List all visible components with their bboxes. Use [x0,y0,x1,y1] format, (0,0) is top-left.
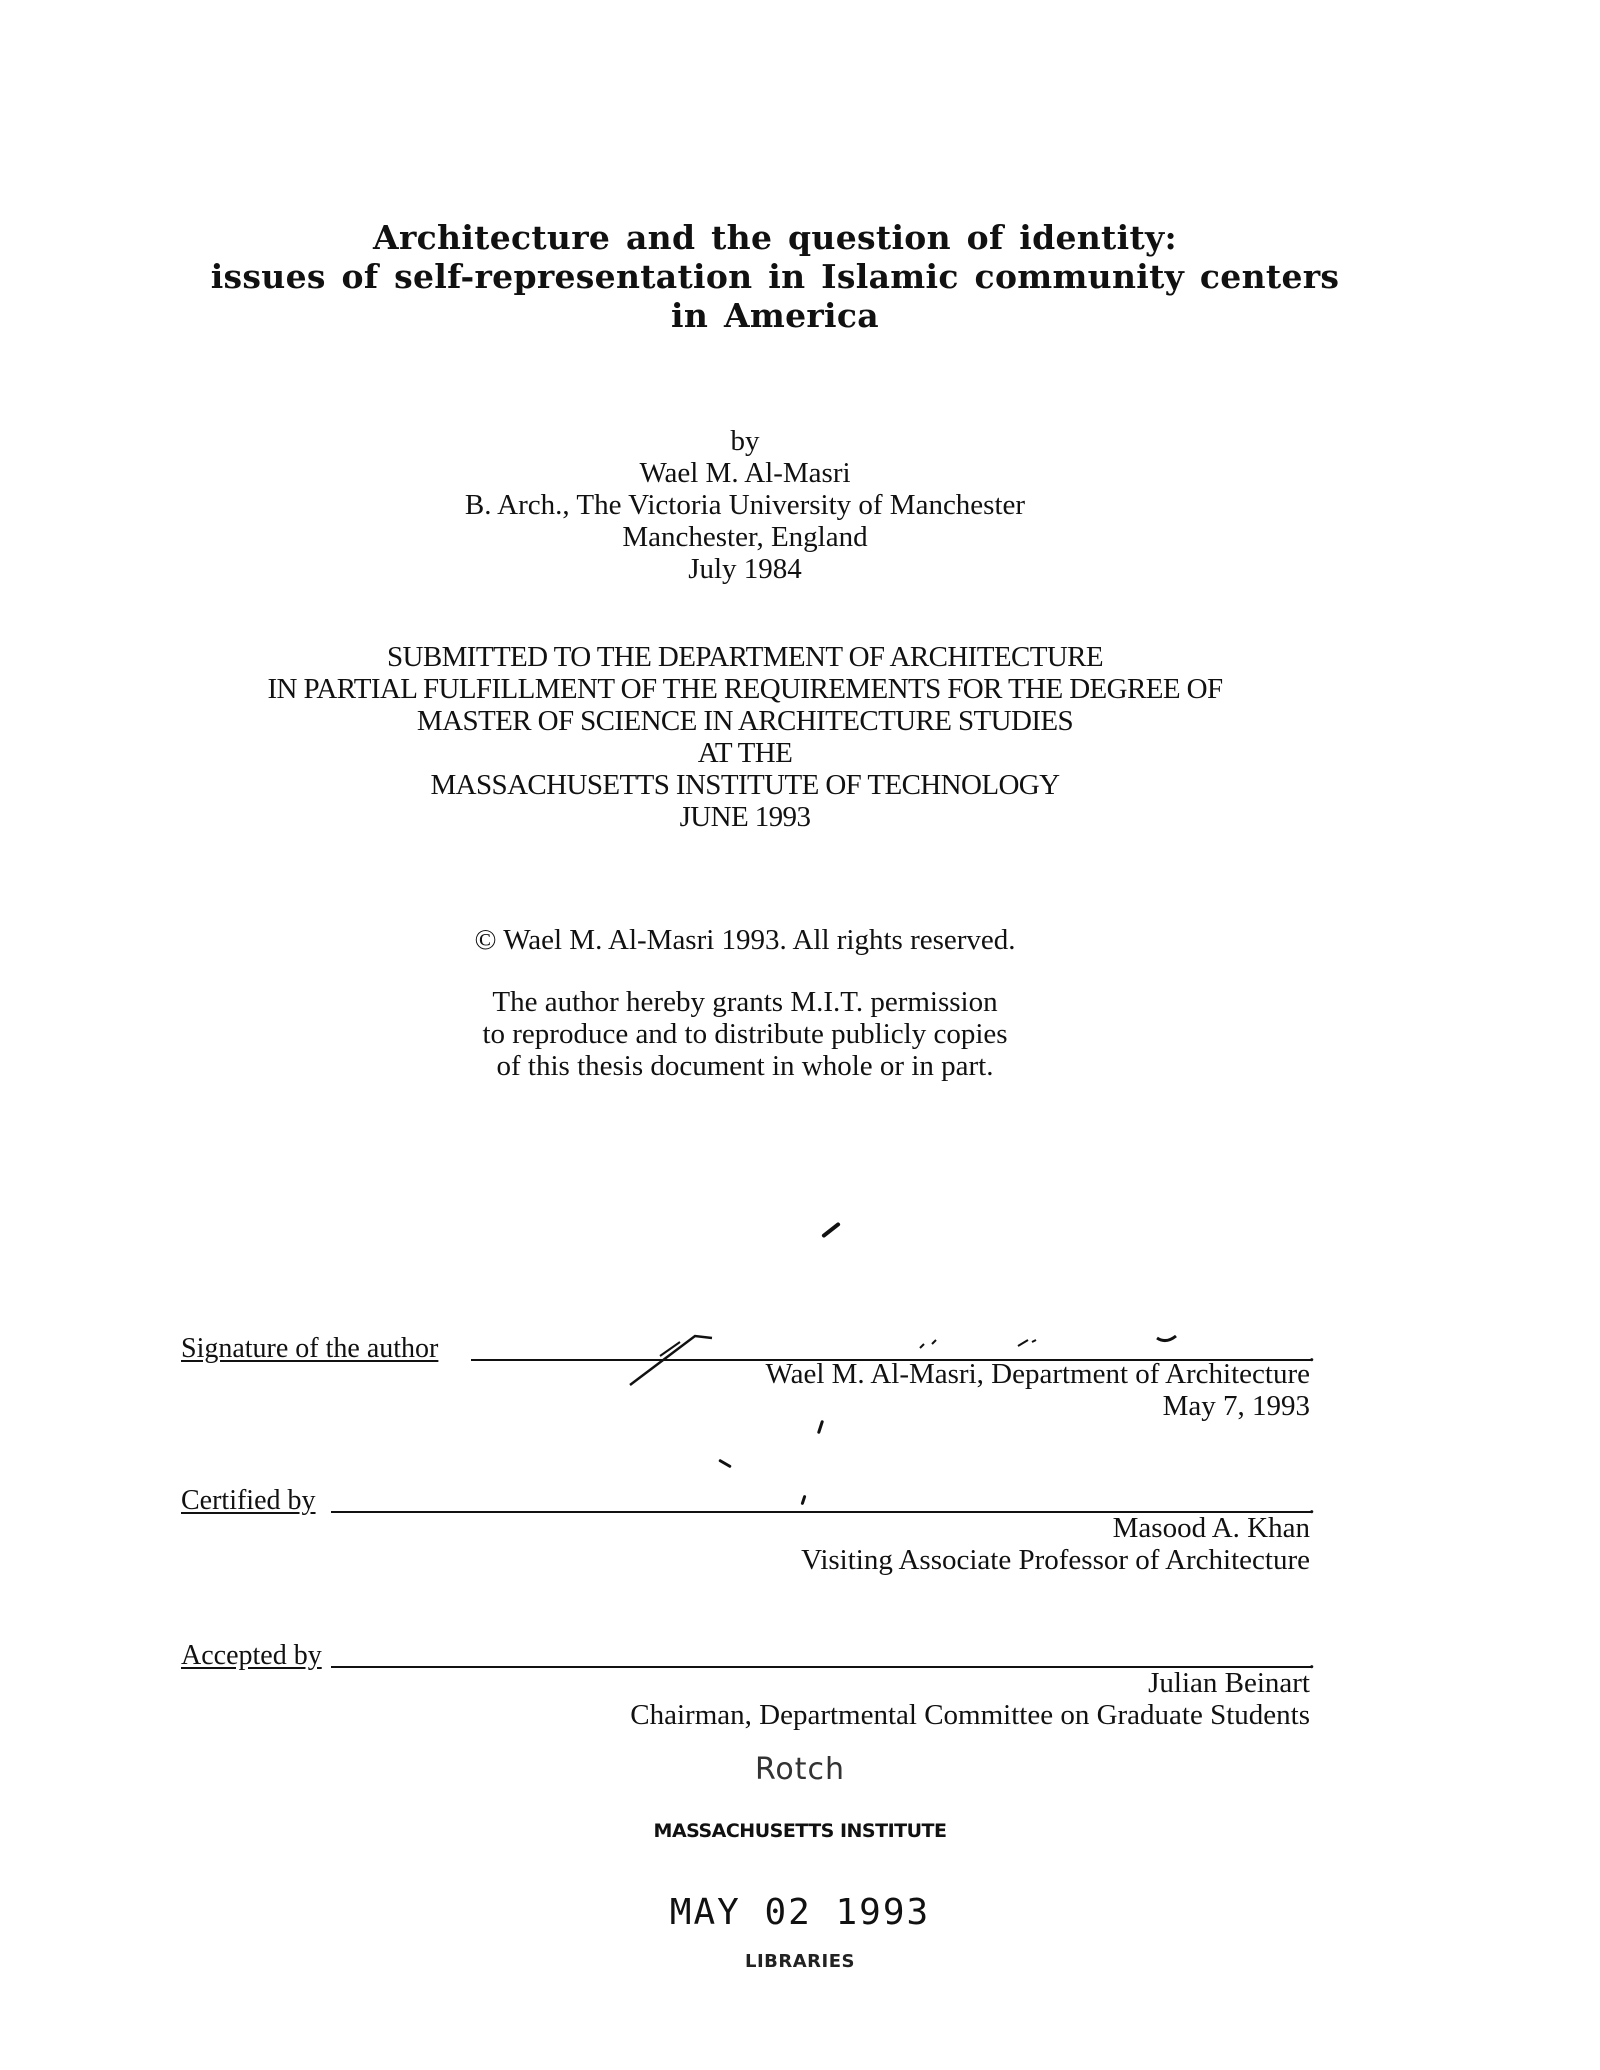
title-line-2: issues of self-representation in Islamic community centers [210,257,1340,296]
certified-signature-label: Certified by [181,1485,316,1516]
author-signature-info [766,1358,1310,1422]
submission-line-6: JUNE 1993 [679,801,811,833]
byline-degree: B. Arch., The Victoria University of Manchester [464,489,1026,521]
author-signature-dot: . [1308,1338,1315,1367]
author-signature-date: May 7, 1993 [1162,1390,1310,1422]
submission-line-1: SUBMITTED TO THE DEPARTMENT OF ARCHITECTURE [386,641,1104,673]
certified-signature-name: Masood A. Khan [1112,1512,1310,1544]
accepted-signature-row [181,1632,1315,1674]
accepted-signature-title: Chairman, Departmental Committee on Graduate Students [630,1699,1310,1731]
accepted-signature-info [630,1667,1310,1731]
submission-line-4: AT THE [697,737,793,769]
title-line-1: Architecture and the question of identity: [373,218,1177,257]
submission-line-2: IN PARTIAL FULFILLMENT OF THE REQUIREMENTS FOR THE DEGREE OF [267,673,1223,705]
author-signature-name: Wael M. Al-Masri, Department of Architecture [765,1358,1310,1390]
certified-signature-info [801,1512,1310,1576]
byline-author: Wael M. Al-Masri [639,457,851,489]
byline [200,425,1290,585]
title-line-3: in America [671,296,879,335]
thesis-title [200,218,1350,335]
accepted-signature-name: Julian Beinart [1148,1667,1310,1699]
pen-mark [821,1222,841,1239]
stamp-institute: MASSACHUSETTS INSTITUTE [653,1820,947,1842]
accepted-signature-dot: . [1308,1645,1315,1674]
permission-line-3: of this thesis document in whole or in part. [496,1050,994,1082]
copyright-notice: © Wael M. Al-Masri 1993. All rights reserved. [474,924,1016,956]
submission-line-3: MASTER OF SCIENCE IN ARCHITECTURE STUDIES [416,705,1074,737]
byline-location: Manchester, England [622,521,868,553]
stamp-date: MAY 02 1993 [669,1892,931,1933]
permission-line-1: The author hereby grants M.I.T. permission [492,986,998,1018]
pen-mark [718,1459,732,1469]
stamp-libraries: LIBRARIES [745,1951,855,1972]
permission-line-2: to reproduce and to distribute publicly copies [482,1018,1008,1050]
certified-signature-row [181,1477,1315,1519]
author-signature-label: Signature of the author [181,1333,439,1364]
certified-signature-dot: . [1308,1490,1315,1519]
byline-by: by [730,425,760,457]
accepted-signature-label: Accepted by [181,1640,322,1671]
submission-statement [200,641,1290,833]
pen-mark [817,1420,824,1434]
byline-date: July 1984 [688,553,802,585]
certified-signature-title: Visiting Associate Professor of Architecture [801,1544,1310,1576]
submission-line-5: MASSACHUSETTS INSTITUTE OF TECHNOLOGY [430,769,1060,801]
permission-statement [200,986,1290,1082]
stamp-rotch: Rotch [754,1752,846,1787]
